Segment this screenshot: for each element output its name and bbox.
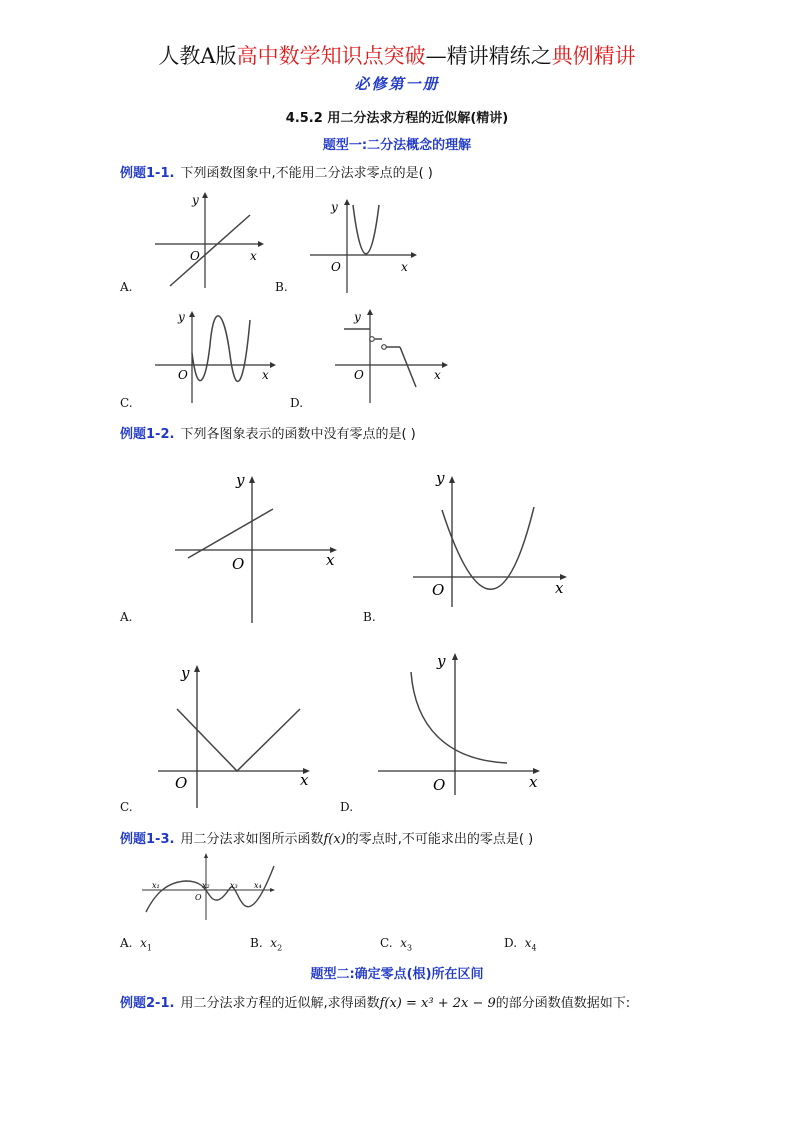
option-d: D. $x_4$	[504, 936, 537, 953]
option-a: A. $x_1$	[120, 936, 152, 953]
question-text-before: 用二分法求如图所示函数	[180, 832, 324, 847]
graph-1-2-c	[155, 660, 325, 810]
question-text-after: 的部分函数值数据如下:	[495, 996, 631, 1011]
y-label: y	[331, 200, 338, 214]
option-c: C. $x_3$	[380, 936, 413, 953]
x-label: x	[262, 368, 269, 382]
x4-label: x₄	[254, 881, 262, 890]
document-title	[0, 40, 794, 70]
x-label: x	[529, 773, 538, 791]
graph-1-3	[140, 852, 285, 922]
graph-1-2-d	[375, 650, 550, 795]
x-label: x	[434, 368, 441, 382]
y-label: y	[192, 193, 199, 207]
origin-label: O	[178, 368, 188, 382]
x2-label: x₂	[202, 881, 210, 890]
origin-label: O	[331, 260, 341, 274]
question-label: 例题1-2.	[120, 427, 175, 442]
option-c: C.	[120, 396, 133, 410]
type2-title: 题型二:确定零点(根)所在区间	[310, 967, 484, 982]
graph-1-1-a	[150, 190, 270, 290]
question-text-after: 的零点时,不可能求出的零点是( )	[345, 832, 534, 847]
document-subtitle: 必修第一册	[354, 75, 440, 93]
question-label: 例题1-3.	[120, 832, 175, 847]
graph-1-1-b	[305, 195, 425, 295]
origin-label: O	[433, 776, 446, 794]
y-label: y	[436, 469, 445, 487]
title-part-3: —精讲精练之	[425, 44, 552, 68]
formula: f(x) = x³ + 2x − 9	[379, 996, 496, 1011]
graph-1-1-c	[150, 305, 280, 405]
y-label: y	[178, 310, 185, 324]
graph-1-2-a	[170, 465, 350, 625]
graph-1-1-d	[330, 305, 455, 405]
option-a: A.	[120, 280, 133, 294]
option-b: B.	[363, 610, 376, 624]
section-title: 4.5.2 用二分法求方程的近似解(精讲)	[285, 111, 509, 126]
x-label: x	[401, 260, 408, 274]
question-text: 下列各图象表示的函数中没有零点的是( )	[180, 427, 416, 442]
option-c: C.	[120, 800, 133, 814]
y-label: y	[437, 652, 446, 670]
graph-1-2-b	[410, 465, 580, 610]
option-d: D.	[340, 800, 354, 814]
x-label: x	[250, 249, 257, 263]
x-label: x	[326, 551, 335, 569]
x-label: x	[300, 771, 309, 789]
origin-label: O	[232, 555, 245, 573]
option-b: B.	[275, 280, 288, 294]
title-part-4: 典例精讲	[551, 44, 636, 68]
question-label: 例题2-1.	[120, 996, 175, 1011]
title-part-2: 高中数学知识点突破	[236, 44, 426, 68]
option-a: A.	[120, 610, 133, 624]
y-label: y	[181, 664, 190, 682]
question-label: 例题1-1.	[120, 166, 175, 181]
x-label: x	[555, 579, 564, 597]
x3-label: x₃	[230, 881, 238, 890]
question-text: 下列函数图象中,不能用二分法求零点的是( )	[180, 166, 433, 181]
type1-title: 题型一:二分法概念的理解	[322, 138, 472, 153]
question-2-1	[120, 992, 630, 1011]
origin-label: O	[190, 249, 200, 263]
origin-label: O	[175, 774, 188, 792]
origin-label: O	[432, 581, 445, 599]
option-b: B. $x_2$	[250, 936, 283, 953]
y-label: y	[354, 310, 361, 324]
question-1-2	[120, 423, 416, 442]
y-label: y	[236, 471, 245, 489]
option-d: D.	[290, 396, 304, 410]
function-notation: f(x)	[323, 832, 346, 847]
origin-label: O	[354, 368, 364, 382]
question-1-1	[120, 162, 433, 181]
origin-label: O	[195, 893, 202, 902]
title-part-1: 人教A版	[158, 44, 237, 68]
question-1-3	[120, 828, 533, 847]
question-text-before: 用二分法求方程的近似解,求得函数	[180, 996, 380, 1011]
x1-label: x₁	[152, 881, 160, 890]
